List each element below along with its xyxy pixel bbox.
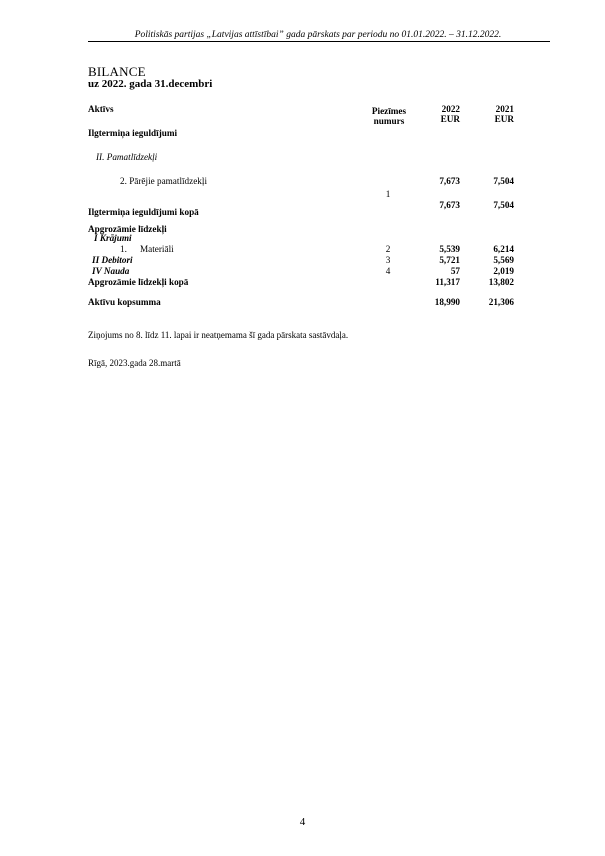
materials-number: 1. xyxy=(120,244,127,254)
long-term-note-number: 1 xyxy=(385,189,391,199)
debtors-2022: 5,721 xyxy=(439,255,460,265)
column-header-2022-unit: EUR xyxy=(440,114,460,124)
materials-note: 2 xyxy=(385,244,391,254)
column-header-assets: Aktīvs xyxy=(88,104,114,114)
materials-2022: 5,539 xyxy=(439,244,460,254)
debtors-2021: 5,569 xyxy=(493,255,514,265)
cash-2021: 2,019 xyxy=(493,266,514,276)
other-fixed-assets-2021: 7,504 xyxy=(493,176,514,186)
long-term-total-label: Ilgtermiņa ieguldījumi kopā xyxy=(88,207,199,217)
report-notice: Ziņojums no 8. līdz 11. lapai ir neatņemama šī gada pārskata sastāvdaļa. xyxy=(88,330,349,340)
fixed-assets-heading: II. Pamatlīdzekļi xyxy=(96,152,158,162)
column-header-notes-line1: Piezīmes xyxy=(371,106,407,116)
page-title: BILANCE xyxy=(88,64,146,79)
long-term-heading: Ilgtermiņa ieguldījumi xyxy=(88,128,178,138)
total-assets-2022: 18,990 xyxy=(434,297,460,307)
total-assets-2021: 21,306 xyxy=(488,297,514,307)
long-term-total-2022: 7,673 xyxy=(439,200,460,210)
current-assets-total-label: Apgrozāmie līdzekļi kopā xyxy=(88,277,189,287)
cash-note: 4 xyxy=(385,266,391,276)
current-assets-heading: Apgrozāmie līdzekļi xyxy=(88,224,167,234)
cash-label: IV Nauda xyxy=(92,266,130,276)
column-header-2021-unit: EUR xyxy=(494,114,514,124)
materials-2021: 6,214 xyxy=(493,244,514,254)
header-divider xyxy=(88,41,550,42)
running-header: Politiskās partijas „Latvijas attīstībai” gada pārskats par periodu no 01.01.2022. – 31.12.2022. xyxy=(134,30,502,40)
place-and-date: Rīgā, 2023.gada 28.martā xyxy=(88,358,181,368)
column-header-2022-year: 2022 xyxy=(441,104,460,114)
materials-label: Materiāli xyxy=(140,244,174,254)
total-assets-label: Aktīvu kopsumma xyxy=(88,297,161,307)
column-header-notes-line2: numurs xyxy=(373,116,405,126)
column-header-2021-year: 2021 xyxy=(495,104,514,114)
debtors-label: II Debitori xyxy=(92,255,133,265)
other-fixed-assets-2022: 7,673 xyxy=(439,176,460,186)
long-term-total-2021: 7,504 xyxy=(493,200,514,210)
cash-2022: 57 xyxy=(450,266,460,276)
current-assets-total-2021: 13,802 xyxy=(488,277,514,287)
page-subtitle: uz 2022. gada 31.decembri xyxy=(88,78,213,90)
page-number: 4 xyxy=(299,816,306,828)
current-assets-total-2022: 11,317 xyxy=(435,277,460,287)
inventory-heading: I Krājumi xyxy=(94,233,132,243)
other-fixed-assets-label: 2. Pārējie pamatlīdzekļi xyxy=(120,176,207,186)
debtors-note: 3 xyxy=(385,255,391,265)
